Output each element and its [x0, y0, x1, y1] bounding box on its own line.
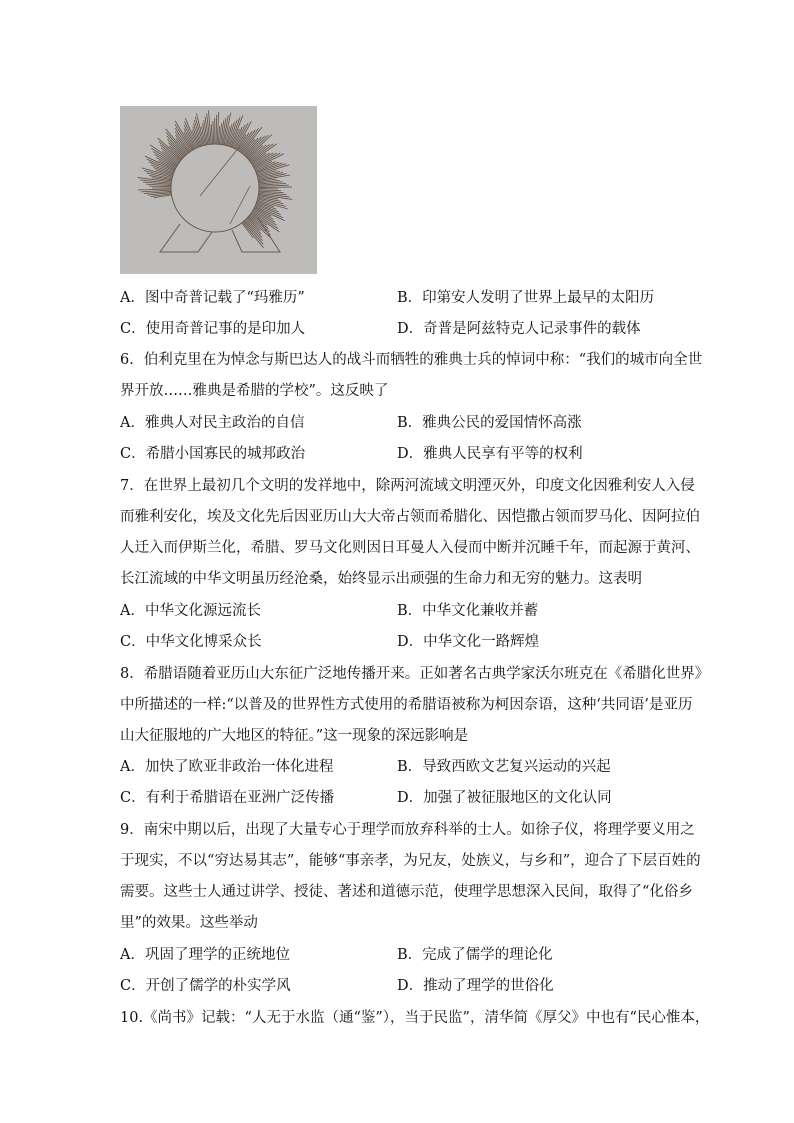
q9-stem-line-3: 需要。这些士人通过讲学、授徒、著述和道德示范，使理学思想深入民间，取得了“化俗乡 [120, 884, 693, 900]
q7-option-a: A．中华文化源远流长 [120, 603, 261, 619]
q7-stem-line-3: 人迁入而伊斯兰化，希腊、罗马文化则因日耳曼人入侵而中断并沉睡千年，而起源于黄河、 [120, 540, 700, 556]
q5-option-a: A．图中奇普记载了“玛雅历” [120, 290, 305, 306]
q9-option-b: B．完成了儒学的理论化 [397, 947, 553, 963]
q5-option-d: D．奇普是阿兹特克人记录事件的载体 [397, 321, 641, 337]
q6-option-d: D．雅典人民享有平等的权利 [397, 446, 583, 462]
q6-option-c: C．希腊小国寡民的城邦政治 [120, 446, 306, 462]
q9-stem-line-4: 里”的效果。这些举动 [120, 915, 258, 931]
quipu-photo [120, 106, 317, 274]
q6-option-a: A．雅典人对民主政治的自信 [120, 415, 305, 431]
q7-stem-line-2: 而雅利安化，埃及文化先后因亚历山大大帝占领而希腊化、因恺撒占领而罗马化、因阿拉伯 [120, 509, 700, 525]
q7-stem-line-4: 长江流域的中华文明虽历经沧桑，始终显示出顽强的生命力和无穷的魅力。这表明 [120, 571, 642, 587]
q8-stem-line-2: 中所描述的一样:“以普及的世界性方式使用的希腊语被称为柯因奈语，这种‘共同语’是亚历 [120, 697, 693, 713]
q9-option-a: A．巩固了理学的正统地位 [120, 947, 290, 963]
q7-option-c: C．中华文化博采众长 [120, 634, 262, 650]
q8-stem-line-3: 山大征服地的广大地区的特征。”这一现象的深远影响是 [120, 728, 469, 744]
quipu-illustration [120, 106, 317, 274]
q10-stem-line-1: 10.《尚书》记载：“人无于水监（通“鉴”），当于民监”，清华简《厚父》中也有“民心惟本， [120, 1010, 710, 1026]
q7-option-d: D．中华文化一路辉煌 [397, 634, 540, 650]
q9-option-d: D．推动了理学的世俗化 [397, 978, 554, 994]
q8-option-d: D．加强了被征服地区的文化认同 [397, 790, 612, 806]
q7-option-b: B．中华文化兼收并蓄 [397, 603, 539, 619]
quipu-strand [149, 186, 171, 187]
q8-stem-line-1: 8．希腊语随着亚历山大东征广泛地传播开来。正如著名古典学家沃尔班克在《希腊化世界》 [120, 666, 710, 682]
q9-stem-line-1: 9．南宋中期以后，出现了大量专心于理学而放弃科举的士人。如徐子仪，将理学要义用之 [120, 822, 695, 838]
q5-option-b: B．印第安人发明了世界上最早的太阳历 [397, 290, 655, 306]
q9-stem-line-2: 于现实，不以“穷达易其志”，能够“事亲孝，为兄友，处族义，与乡和”，迎合了下层百姓的 [120, 853, 701, 869]
quipu-strand [216, 115, 217, 144]
q6-option-b: B．雅典公民的爱国情怀高涨 [397, 415, 582, 431]
q8-option-b: B．导致西欧文艺复兴运动的兴起 [397, 759, 611, 775]
q8-option-c: C．有利于希腊语在亚洲广泛传播 [120, 790, 335, 806]
q6-stem-line-2: 界开放……雅典是希腊的学校”。这反映了 [120, 383, 389, 399]
q8-option-a: A．加快了欧亚非政治一体化进程 [120, 759, 334, 775]
q5-option-c: C．使用奇普记事的是印加人 [120, 321, 306, 337]
q7-stem-line-1: 7．在世界上最初几个文明的发祥地中，除两河流域文明湮灭外，印度文化因雅利安人入侵 [120, 478, 695, 494]
q9-option-c: C．开创了儒学的朴实学风 [120, 978, 291, 994]
q6-stem-line-1: 6．伯利克里在为悼念与斯巴达人的战斗而牺牲的雅典士兵的悼词中称：“我们的城市向全世 [120, 352, 703, 368]
